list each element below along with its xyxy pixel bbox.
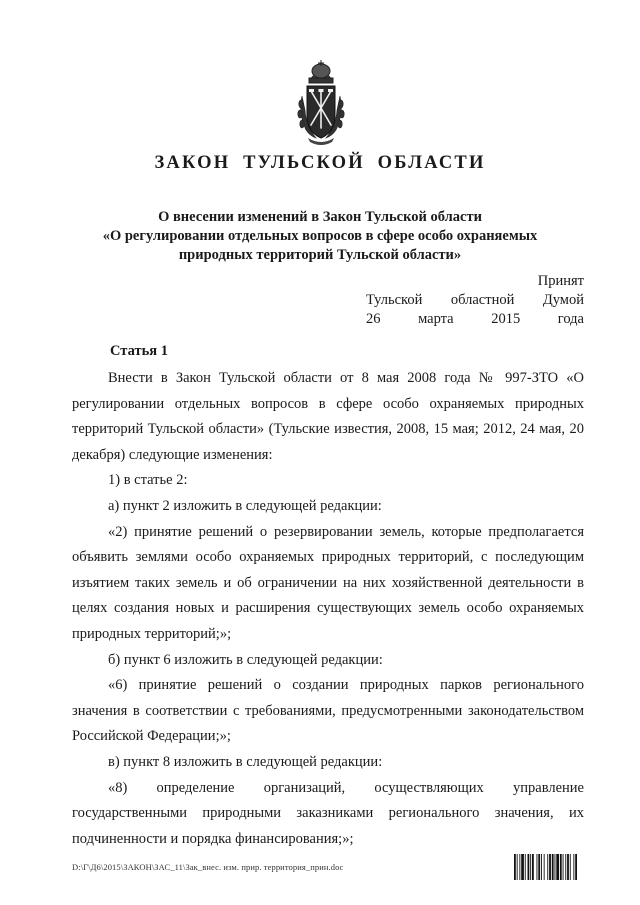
paragraph: б) пункт 6 изложить в следующей редакции:: [108, 651, 383, 668]
paragraph: «2) принятие решений о резервировании земель, которые предполагается объявить землями особо охраняемых природных территорий, с последующим изъятием таких земель и об ограничении на них хозяйственной деятельности в целях создания новых и расширения существующих земель особо охраняемых природных территорий;»;: [72, 523, 584, 642]
barcode-bar: [517, 854, 518, 880]
article-heading: Статья 1: [110, 343, 168, 359]
subtitle-line: природных территорий Тульской области»: [178, 247, 462, 263]
paragraph: Внести в Закон Тульской области от 8 мая 2008 года № 997-ЗТО «О регулировании отдельных вопросов в сфере особо охраняемых природных территорий Тульской области» (Тульские известия, 2008, 15 мая; 2012, 24 мая, 20 декабря) следующие изменения:: [72, 370, 584, 463]
barcode-bar: [528, 854, 530, 880]
barcode-icon: [514, 854, 598, 880]
barcode-bar: [567, 854, 569, 880]
barcode-bar: [552, 854, 554, 880]
adoption-year: 2015: [491, 311, 521, 327]
paragraph: а) пункт 2 изложить в следующей редакции:: [108, 497, 382, 514]
barcode-bar: [519, 854, 520, 880]
barcode-bar: [570, 854, 571, 880]
file-path-footer: D:\Г\Д6\2015\ЗАКОН\ЗАС_11\Зак_внес. изм. прир. территория_прин.doc: [72, 862, 344, 872]
barcode-bar: [530, 854, 531, 880]
adopted-label: Принят: [537, 273, 584, 289]
barcode-bar: [514, 854, 516, 880]
law-title: ЗАКОН ТУЛЬСКОЙ ОБЛАСТИ: [154, 153, 486, 173]
barcode-bar: [560, 854, 562, 880]
barcode-bar: [532, 854, 534, 880]
barcode-bar: [549, 854, 551, 880]
adoption-block: [366, 272, 584, 329]
adoption-day: 26: [366, 311, 381, 327]
subtitle-line: О внесении изменений в Закон Тульской области: [158, 209, 482, 225]
tula-coat-of-arms-icon: [296, 58, 346, 148]
barcode-bar: [537, 854, 538, 880]
subtitle-line: «О регулировании отдельных вопросов в сфере особо охраняемых: [102, 228, 538, 244]
paragraph: в) пункт 8 изложить в следующей редакции:: [108, 753, 383, 770]
barcode-bar: [547, 854, 548, 880]
barcode-bar: [565, 854, 566, 880]
article-body: [72, 366, 584, 852]
adoption-month: марта: [418, 311, 454, 327]
barcode-bar: [541, 854, 542, 880]
barcode-bar: [525, 854, 526, 880]
barcode-bar: [563, 854, 564, 880]
barcode-bar: [521, 854, 524, 880]
law-subtitle: [60, 208, 580, 265]
barcode-bar: [544, 854, 545, 880]
barcode-bar: [555, 854, 556, 880]
adopted-word: Тульской: [366, 292, 423, 308]
adopted-word: Думой: [542, 292, 584, 308]
paragraph: «6) принятие решений о создании природных парков регионального значения в соответствии с требованиями, предусмотренными законодательством Российской Федерации;»;: [72, 677, 584, 745]
barcode-bar: [556, 854, 559, 880]
paragraph: 1) в статье 2:: [108, 472, 188, 489]
barcode-bar: [538, 854, 540, 880]
paragraph: «8) определение организаций, осуществляющих управление государственными природными заказниками регионального значения, их подчиненности и порядка финансирования;»;: [72, 779, 584, 847]
adoption-year-word: года: [557, 311, 584, 327]
barcode-bar: [575, 854, 577, 880]
adopted-word: областной: [450, 292, 515, 308]
barcode-bar: [573, 854, 574, 880]
